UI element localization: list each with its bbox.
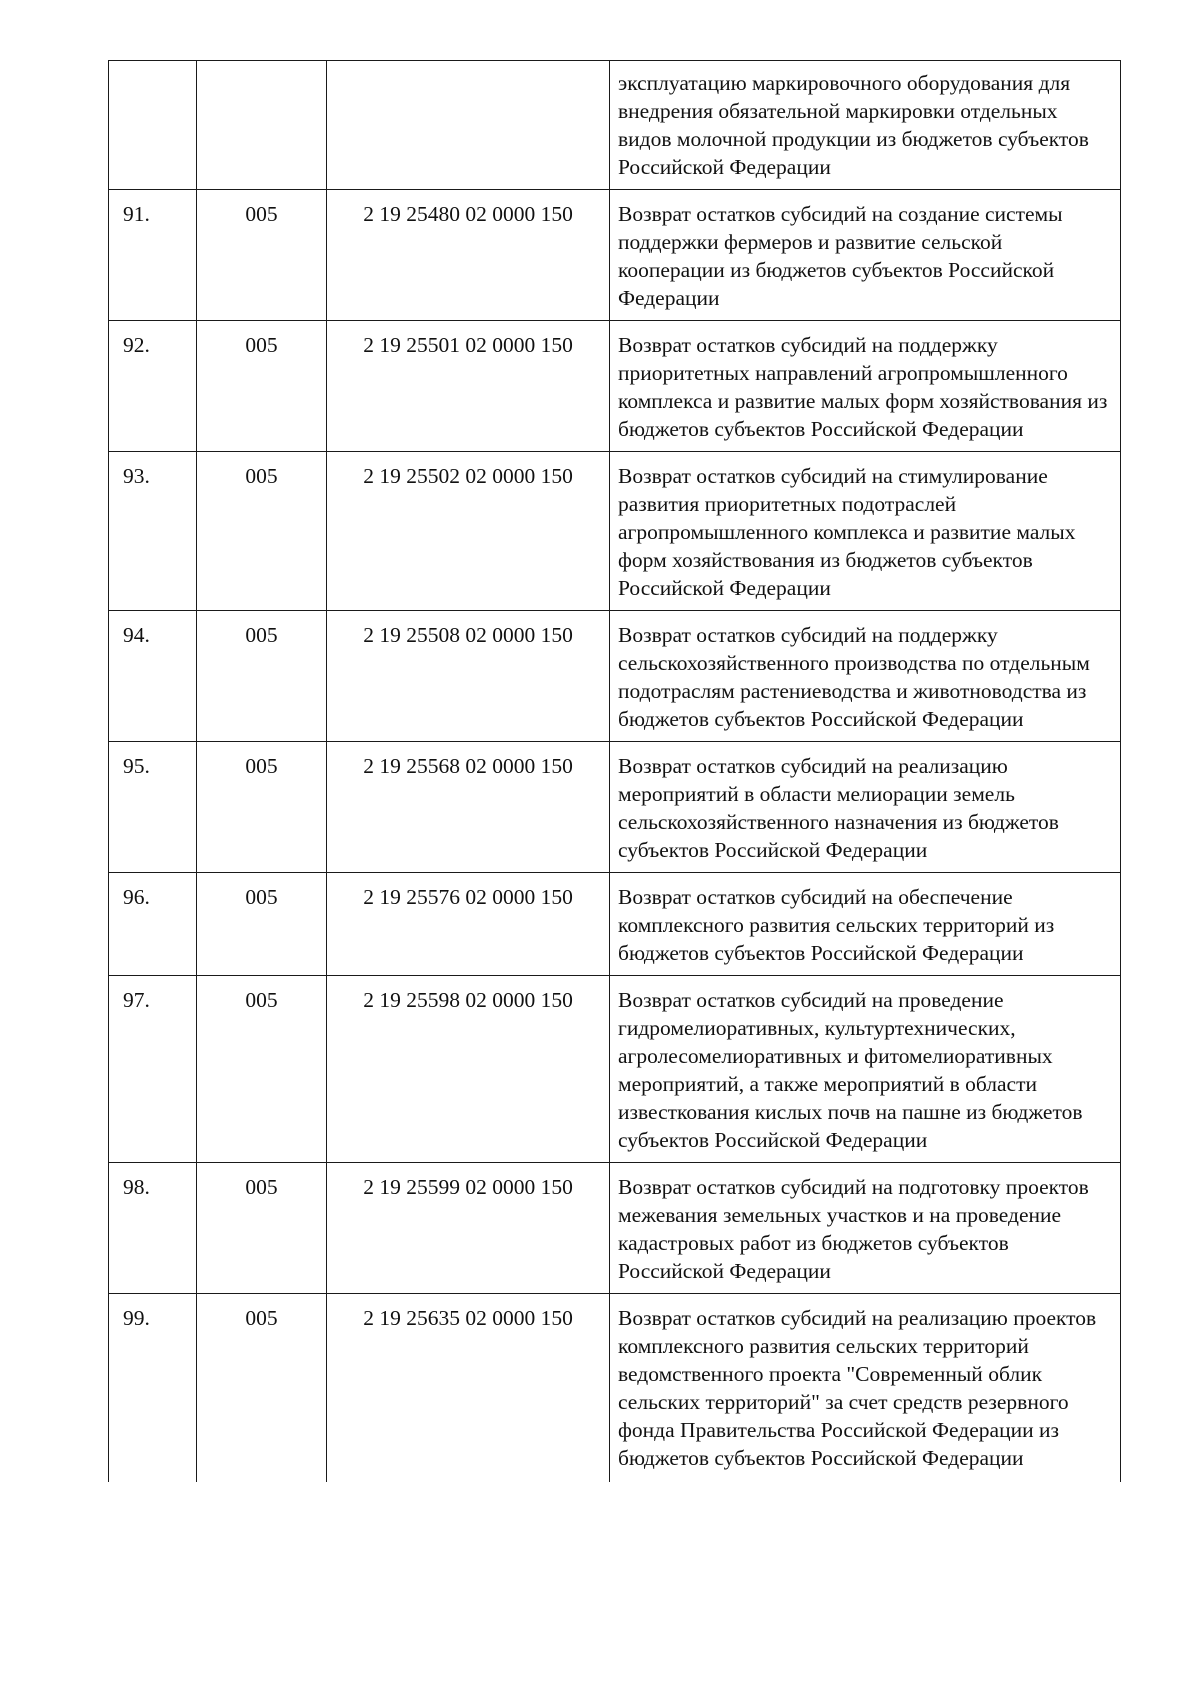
- row-number: 94.: [109, 611, 197, 742]
- administrator-code: 005: [197, 321, 327, 452]
- administrator-code: 005: [197, 976, 327, 1163]
- administrator-code: [197, 61, 327, 190]
- revenue-name: Возврат остатков субсидий на реализацию мероприятий в области мелиорации земель сельскохозяйственного назначения из бюджетов субъектов Российской Федерации: [610, 742, 1121, 873]
- row-number: 99.: [109, 1294, 197, 1483]
- row-number: 96.: [109, 873, 197, 976]
- administrator-code: 005: [197, 1294, 327, 1483]
- table-row: [109, 873, 1121, 976]
- table-row: [109, 611, 1121, 742]
- budget-classification-code: 2 19 25501 02 0000 150: [327, 321, 610, 452]
- table-row: [109, 976, 1121, 1163]
- budget-classification-code: 2 19 25599 02 0000 150: [327, 1163, 610, 1294]
- budget-classification-code: 2 19 25502 02 0000 150: [327, 452, 610, 611]
- table-row: [109, 742, 1121, 873]
- row-number: 97.: [109, 976, 197, 1163]
- budget-classification-code: 2 19 25508 02 0000 150: [327, 611, 610, 742]
- budget-classification-code: [327, 61, 610, 190]
- table-row: [109, 1294, 1121, 1483]
- revenue-name: Возврат остатков субсидий на проведение гидромелиоративных, культуртехнических, агролесомелиоративных и фитомелиоративных мероприятий, а также мероприятий в области известкования кислых почв на пашне из бюджетов субъектов Российской Федерации: [610, 976, 1121, 1163]
- table-row: [109, 321, 1121, 452]
- revenue-name: Возврат остатков субсидий на обеспечение комплексного развития сельских территорий из бюджетов субъектов Российской Федерации: [610, 873, 1121, 976]
- administrator-code: 005: [197, 873, 327, 976]
- table-row: [109, 190, 1121, 321]
- budget-classification-code: 2 19 25635 02 0000 150: [327, 1294, 610, 1483]
- administrator-code: 005: [197, 611, 327, 742]
- budget-classification-code: 2 19 25598 02 0000 150: [327, 976, 610, 1163]
- revenue-name: Возврат остатков субсидий на поддержку сельскохозяйственного производства по отдельным подотраслям растениеводства и животноводства из бюджетов субъектов Российской Федерации: [610, 611, 1121, 742]
- row-number: 95.: [109, 742, 197, 873]
- row-number: [109, 61, 197, 190]
- budget-classification-code: 2 19 25568 02 0000 150: [327, 742, 610, 873]
- row-number: 92.: [109, 321, 197, 452]
- budget-classification-code: 2 19 25480 02 0000 150: [327, 190, 610, 321]
- revenue-name: Возврат остатков субсидий на реализацию проектов комплексного развития сельских территорий ведомственного проекта "Современный облик сельских территорий" за счет средств резервного фонда Правительства Российской Федерации из бюджетов субъектов Российской Федерации: [610, 1294, 1121, 1483]
- budget-classification-code: 2 19 25576 02 0000 150: [327, 873, 610, 976]
- revenue-name: Возврат остатков субсидий на создание системы поддержки фермеров и развитие сельской кооперации из бюджетов субъектов Российской Федерации: [610, 190, 1121, 321]
- administrator-code: 005: [197, 452, 327, 611]
- revenue-name: Возврат остатков субсидий на стимулирование развития приоритетных подотраслей агропромышленного комплекса и развитие малых форм хозяйствования из бюджетов субъектов Российской Федерации: [610, 452, 1121, 611]
- administrator-code: 005: [197, 1163, 327, 1294]
- administrator-code: 005: [197, 742, 327, 873]
- table-row: [109, 1163, 1121, 1294]
- revenue-name: Возврат остатков субсидий на поддержку приоритетных направлений агропромышленного комплекса и развитие малых форм хозяйствования из бюджетов субъектов Российской Федерации: [610, 321, 1121, 452]
- table-row: [109, 61, 1121, 190]
- row-number: 98.: [109, 1163, 197, 1294]
- table-row: [109, 452, 1121, 611]
- administrator-code: 005: [197, 190, 327, 321]
- revenue-name: Возврат остатков субсидий на подготовку проектов межевания земельных участков и на проведение кадастровых работ из бюджетов субъектов Российской Федерации: [610, 1163, 1121, 1294]
- revenue-name: эксплуатацию маркировочного оборудования для внедрения обязательной маркировки отдельных видов молочной продукции из бюджетов субъектов Российской Федерации: [610, 61, 1121, 190]
- row-number: 93.: [109, 452, 197, 611]
- row-number: 91.: [109, 190, 197, 321]
- budget-codes-table: [108, 60, 1121, 1482]
